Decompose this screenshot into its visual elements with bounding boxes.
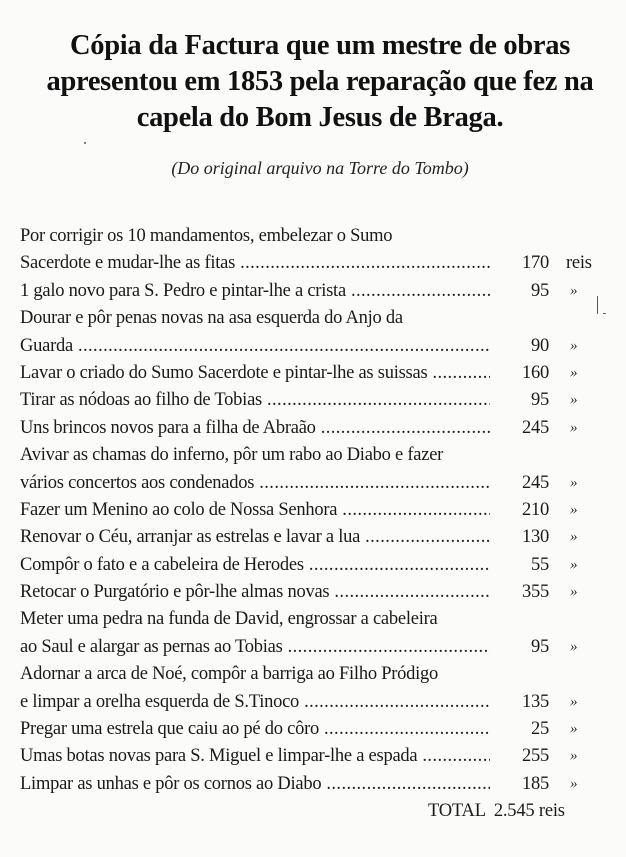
item-unit: » [570,748,578,765]
invoice-item-line [20,415,620,442]
invoice-item-line [20,716,620,743]
scan-speck [84,142,86,144]
item-description: Guarda ..... [20,333,490,360]
invoice-item-line [20,689,620,716]
item-amount: 170 [522,253,549,274]
item-unit: » [570,392,578,409]
item-unit: » [570,584,578,601]
invoice-item-line [20,387,620,414]
title-line: capela do Bom Jesus de Braga. [136,102,504,133]
scan-speck [597,296,598,314]
invoice-item-continuation [20,661,620,688]
item-description: vários concertos aos condenados ..... [20,470,490,497]
invoice-item-line [20,579,620,606]
item-description: Uns brincos novos para a filha de Abraão ..... [20,415,490,442]
invoice-item-line [20,250,620,277]
item-description: Avivar as chamas do inferno, pôr um rabo ao Diabo e fazer [20,445,444,466]
item-unit: » [570,501,578,518]
item-description: Retocar o Purgatório e pôr-lhe almas novas ..... [20,579,490,606]
item-description: Sacerdote e mudar-lhe as fitas ..... [20,250,490,277]
item-amount: 130 [522,527,549,548]
invoice-item-line [20,743,620,770]
item-amount: 95 [531,280,549,301]
item-unit: » [570,364,578,381]
item-description: 1 galo novo para S. Pedro e pintar-lhe a crista ..... [20,278,490,305]
item-amount: 255 [522,746,549,767]
invoice-item-line [20,497,620,524]
item-description: Lavar o criado do Sumo Sacerdote e pintar-lhe as suissas ..... [20,360,490,387]
item-amount: 55 [531,554,549,575]
invoice-item-line [20,360,620,387]
item-unit: » [570,282,578,299]
item-description: Compôr o fato e a cabeleira de Herodes ..... [20,552,490,579]
item-amount: 95 [531,390,549,411]
invoice-item-continuation [20,223,620,250]
invoice-item-line [20,470,620,497]
item-amount: 25 [531,719,549,740]
item-unit: » [570,775,578,792]
item-unit: » [570,529,578,546]
item-amount: 210 [522,499,549,520]
invoice-total [428,801,565,822]
item-description: e limpar a orelha esquerda de S.Tinoco ..... [20,689,490,716]
invoice-item-continuation [20,442,620,469]
total-amount: 2.545 [493,801,535,821]
invoice-item-line [20,552,620,579]
item-description: Fazer um Menino ao colo de Nossa Senhora ..... [20,497,490,524]
title-line: Cópia da Factura que um mestre de obras [70,30,570,61]
invoice-item-line [20,771,620,798]
item-amount: 95 [531,636,549,657]
item-amount: 245 [522,472,549,493]
invoice-item-line [20,278,620,305]
item-description: Dourar e pôr penas novas na asa esquerda do Anjo da [20,308,403,329]
item-description: Limpar as unhas e pôr os cornos ao Diabo ..... [20,771,490,798]
item-description: Umas botas novas para S. Miguel e limpar-lhe a espada ..... [20,743,490,770]
document-title [20,28,620,136]
item-unit: » [570,337,578,354]
item-amount: 245 [522,417,549,438]
item-unit: » [570,419,578,436]
item-unit: » [570,721,578,738]
item-amount: 355 [522,582,549,603]
title-line: apresentou em 1853 pela reparação que fez na [46,66,594,97]
item-amount: 135 [522,691,549,712]
item-unit: » [570,638,578,655]
item-amount: 185 [522,773,549,794]
item-amount: 160 [522,362,549,383]
item-amount: 90 [531,335,549,356]
item-description: Tirar as nódoas ao filho de Tobias ..... [20,387,490,414]
total-label: TOTAL [428,801,486,821]
total-unit: reis [538,801,565,821]
item-unit: » [570,556,578,573]
item-unit: » [570,693,578,710]
invoice-items [20,223,620,798]
scan-speck [603,313,606,314]
invoice-item-continuation [20,305,620,332]
invoice-item-line [20,333,620,360]
item-description: Adornar a arca de Noé, compôr a barriga ao Filho Pródigo [20,664,439,685]
document-subtitle: (Do original arquivo na Torre do Tombo) [171,158,469,178]
invoice-item-continuation [20,606,620,633]
item-description: Por corrigir os 10 mandamentos, embelezar o Sumo [20,226,393,246]
item-unit: reis [566,253,592,274]
item-description: Renovar o Céu, arranjar as estrelas e lavar a lua ..... [20,524,490,551]
item-unit: » [570,474,578,491]
item-description: Meter uma pedra na funda de David, engrossar a cabeleira [20,609,438,630]
invoice-item-line [20,634,620,661]
item-description: ao Saul e alargar as pernas ao Tobias ..... [20,634,490,661]
item-description: Pregar uma estrela que caiu ao pé do côro ..... [20,716,490,743]
invoice-item-line [20,524,620,551]
